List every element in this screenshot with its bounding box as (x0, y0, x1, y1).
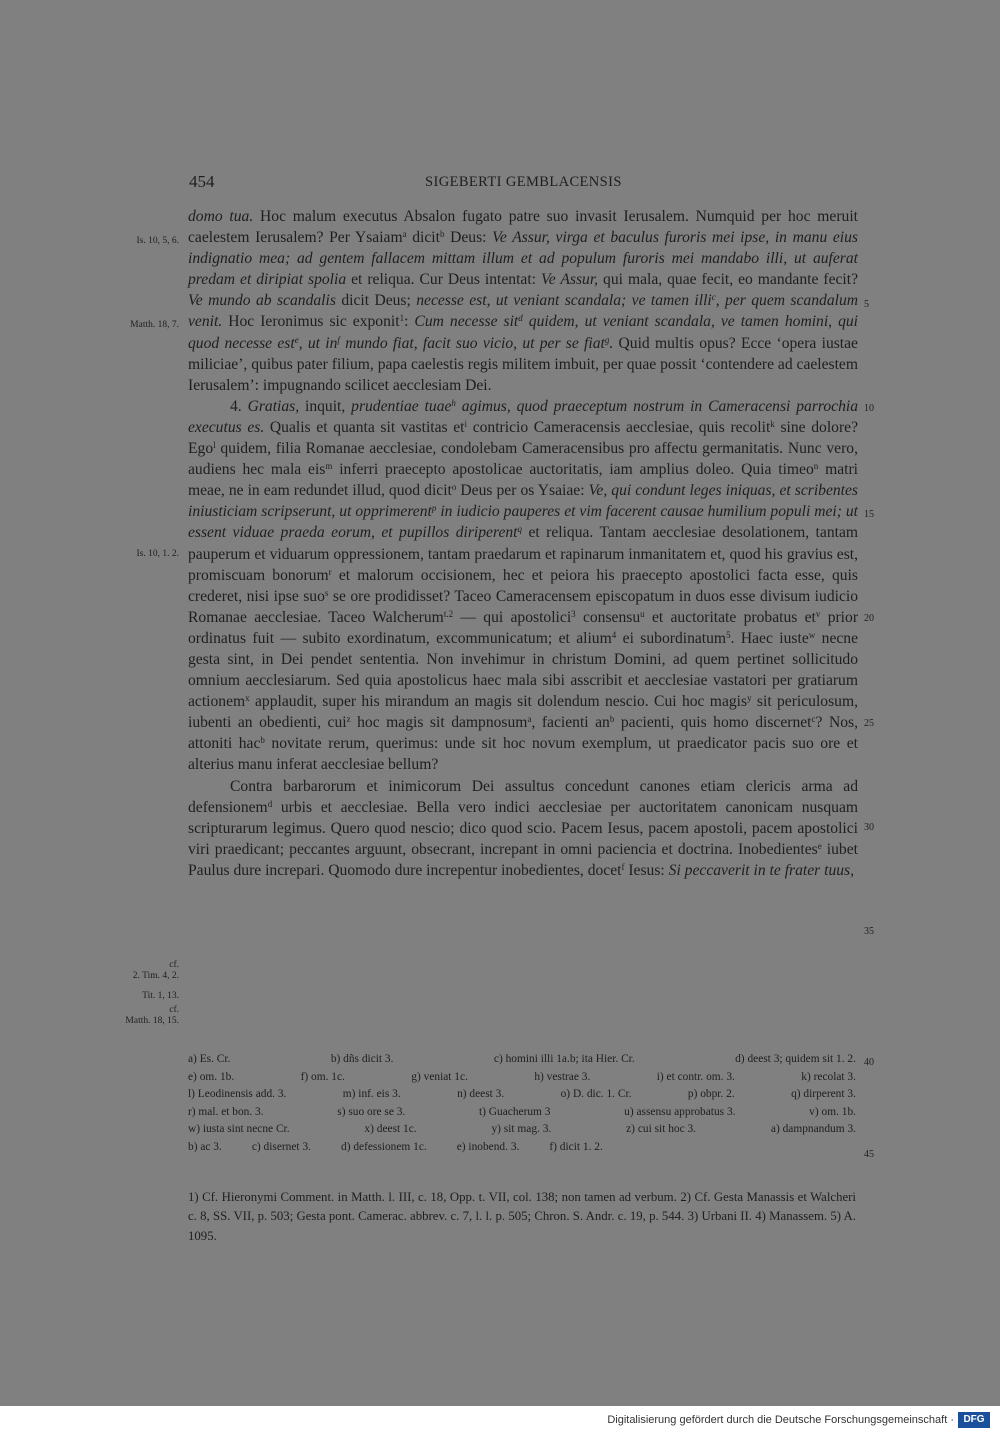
margin-reference: Tit. 1, 13. (142, 991, 179, 1001)
apparatus-entry: k) recolat 3. (801, 1070, 856, 1083)
apparatus-row (188, 1139, 856, 1157)
apparatus-entry: u) assensu approbatus 3. (624, 1105, 736, 1118)
digitization-footer (0, 1406, 1000, 1434)
page-number: 454 (189, 172, 215, 191)
apparatus-entry: r) mal. et bon. 3. (188, 1105, 264, 1118)
apparatus-entry: i) et contr. om. 3. (656, 1070, 735, 1083)
apparatus-row (188, 1104, 856, 1122)
apparatus-entry: a) Es. Cr. (188, 1053, 231, 1065)
line-number: 40 (864, 1057, 874, 1068)
apparatus-entry: e) om. 1b. (188, 1070, 235, 1083)
line-number: 25 (864, 718, 874, 729)
apparatus-entry: e) inobend. 3. (456, 1140, 520, 1153)
apparatus-entry: m) inf. eis 3. (342, 1088, 401, 1100)
paragraph: Contra barbarorum et inimicorum Dei assultus concedunt canones etiam clericis arma ad defensionem$^d$ urbis et aecclesiae. Bella vero indici aecclesiae per auctoritatem canonicam nusquam scripturarum legimus. Quero quod nescio; dico quod scio. Pacem Iesus, pacem apostoli, pacem apostolici viri praedicant; peccantes arguunt, obsecrant, increpant in omni paciencia et doctrina. Inobedientes$^e$ iubet Paulus dure increpari. Quomodo dure increpentur inobedientes, docet$^f$ Iesus: Si peccaverit in te frater tuus, (188, 777, 858, 879)
margin-reference-cf: cf. (169, 960, 179, 970)
apparatus-entry: q) dirperent 3. (791, 1088, 856, 1100)
apparatus-entry: h) vestrae 3. (534, 1070, 591, 1083)
apparatus-entry: n) deest 3. (457, 1088, 505, 1100)
line-number: 45 (864, 1149, 874, 1160)
apparatus-entry: t) Guacherum 3 (478, 1105, 551, 1118)
running-title: SIGEBERTI GEMBLACENSIS (425, 174, 622, 190)
apparatus-entry: v) om. 1b. (809, 1105, 856, 1118)
apparatus-entry: z) cui sit hoc 3. (626, 1123, 697, 1135)
apparatus-entry: f) om. 1c. (300, 1070, 345, 1083)
footnote-text: 1) Cf. Hieronymi Comment. in Matth. l. III, c. 18, Opp. t. VII, col. 138; non tamen ad verbum. 2) Cf. Gesta Manassis et Walcheri c. 8, SS. VII, p. 503; Gesta pont. Camerac. abbrev. c. 7, l. l. p. 505; Chron. S. Andr. c. 19, p. 544. 3) Urbani II. 4) Manassem. 5) A. 1095. (188, 1190, 856, 1243)
margin-reference-cf: cf. (169, 1005, 179, 1015)
line-number: 10 (864, 403, 874, 414)
apparatus-entry: c) disernet 3. (251, 1140, 311, 1153)
apparatus-entry: f) dicit 1. 2. (549, 1140, 603, 1153)
apparatus-entry: s) suo ore se 3. (337, 1105, 406, 1118)
apparatus-entry: c) homini illi 1a.b; ita Hier. Cr. (493, 1053, 635, 1065)
margin-reference: Is. 10, 5, 6. (136, 236, 179, 246)
line-number: 30 (864, 822, 874, 833)
apparatus-entry: w) iusta sint necne Cr. (188, 1123, 290, 1135)
apparatus-entry: b) ac 3. (188, 1140, 222, 1153)
apparatus-entry: b) dñs dicit 3. (330, 1053, 394, 1065)
apparatus-entry: l) Leodinensis add. 3. (188, 1088, 287, 1100)
paragraph: 4. Gratias, inquit, prudentiae tuae$^h$ agimus, quod praeceptum nostrum in Cameracensi parrochia executus es. Qualis et quanta sit vastitas $et^i$ contricio Cameracensis aecclesiae, quis recolit$^k$ sine dolore? Ego$^l$ quidem, filia Romanae aecclesiae, condolebam Cameracensibus pro affectu germanitatis. Nunc vero, audiens hec mala eis$^m$ inferri praecepto apostolicae auctoritatis, iam amplius doleo. Quia timeo$^n$ matri meae, ne in eam redundet illud, quod dicit$^o$ Deus per os Ysaiae: Ve, qui condunt leges iniquas, et scribentes iniusticiam scripserunt, ut opprimerent$^p$ in iudicio pauperes et vim facerent causae humilium populi mei; ut essent viduae praeda eorum, et pupillos diriperent$^q$ et reliqua. Tantam aecclesiae desolationem, tantam pauperum et viduarum oppressionem, tantam praedarum et rapinarum inmanitatem et, quod his gravius est, promiscuam bonorum$^r$ et malorum occisionem, hec et peiora his praecepto apostolici facta esse, quis crederet, nisi ipse suo$^s$ se ore prodidisset? Taceo Cameracensem episcopatum in duos esse divisum iudicio Romanae aecclesiae. Taceo Walcherum$^{t.2}$ — qui apostolici$^3$ consensu$^u$ et auctoritate probatus $et^v$ prior ordinatus fuit — subito exordinatum, excommunicatum; et alium$^4$ ei subordinatum$^5$. Haec iuste$^w$ necne gesta sint, in Dei pendet sententia. Non invehimur in christum Domini, ad quem pertinet sollicitudo omnium aecclesiarum. Sed quia apostolicus haec mala sibi asscribit et aecclesiae vastatori per gratiarum actionem$^x$ applaudit, super his mirandum an magis sit dolendum nescio. Cui hoc magis$^y$ sit periculosum, iubenti an obedienti, cui$^z$ hoc magis sit dampnosum$^a$, facienti $an^b$ pacienti, quis homo discernet$^c$? Nos, attoniti hac$^b$ novitate rerum, querimus: unde sit hoc novum exemplum, ut praedicator pacis suo ore et alterius manu inferat aecclesiae bellum? (188, 397, 859, 774)
apparatus-entry: y) sit mag. 3. (491, 1123, 552, 1135)
margin-reference: Is. 10, 1. 2. (136, 549, 179, 559)
critical-apparatus (188, 1051, 856, 1156)
footnotes (188, 1188, 856, 1246)
margin-reference: Matth. 18, 15. (125, 1016, 179, 1026)
page-header (0, 172, 1000, 196)
footer-credit: Digitalisierung gefördert durch die Deutsche Forschungsgemeinschaft · (607, 1414, 954, 1426)
line-number: 20 (864, 613, 874, 624)
apparatus-row (188, 1086, 856, 1104)
apparatus-entry: d) defessionem 1c. (341, 1140, 427, 1153)
apparatus-entry: a) dampnandum 3. (770, 1123, 856, 1135)
dfg-logo-icon: DFG (958, 1412, 990, 1428)
apparatus-entry: p) obpr. 2. (687, 1088, 735, 1100)
main-text (188, 206, 858, 881)
apparatus-row (188, 1121, 856, 1139)
margin-reference: Matth. 18, 7. (130, 320, 179, 330)
line-number: 35 (864, 926, 874, 937)
apparatus-entry: d) deest 3; quidem sit 1. 2. (735, 1053, 856, 1065)
paragraph: domo tua. Hoc malum executus Absalon fugato patre suo invasit Ierusalem. Numquid per hoc meruit caelestem Ierusalem? Per Ysaiam$^a$ dicit$^b$ Deus: Ve Assur, virga et baculus furoris mei ipse, in manu eius indignatio mea; ad gentem fallacem mittam illum et ad populum furoris mei mandabo illi, ut auferat predam et diripiat spolia et reliqua. Cur Deus intentat: Ve Assur, qui mala, quae fecit, eo mandante fecit? Ve mundo ab scandalis dicit Deus; necesse est, ut veniant scandala; ve tamen illi$^c$, per quem scandalum venit. Hoc Ieronimus sic exponit$^1$: Cum necesse sit$^d$ quidem, ut veniant scandala, ve tamen homini, qui quod necesse est$^e$, ut $in^f$ mundo fiat, facit suo vicio, ut per se fiat$^g$. Quid multis opus? Ecce ‘opera iustae miliciae’, quibus pater filium, papa caelestis regis militem imbuit, per quae possit ‘contendere ad caelestem Ierusalem’: impugnando scilicet aecclesiam Dei. (188, 208, 859, 394)
apparatus-entry: x) deest 1c. (364, 1123, 417, 1135)
apparatus-row (188, 1051, 856, 1069)
apparatus-entry: o) D. dic. 1. Cr. (560, 1088, 632, 1100)
apparatus-row (188, 1069, 856, 1087)
apparatus-entry: g) veniat 1c. (411, 1070, 468, 1083)
line-number: 15 (864, 509, 874, 520)
line-number: 5 (864, 299, 869, 310)
margin-reference: 2. Tim. 4, 2. (132, 971, 179, 981)
